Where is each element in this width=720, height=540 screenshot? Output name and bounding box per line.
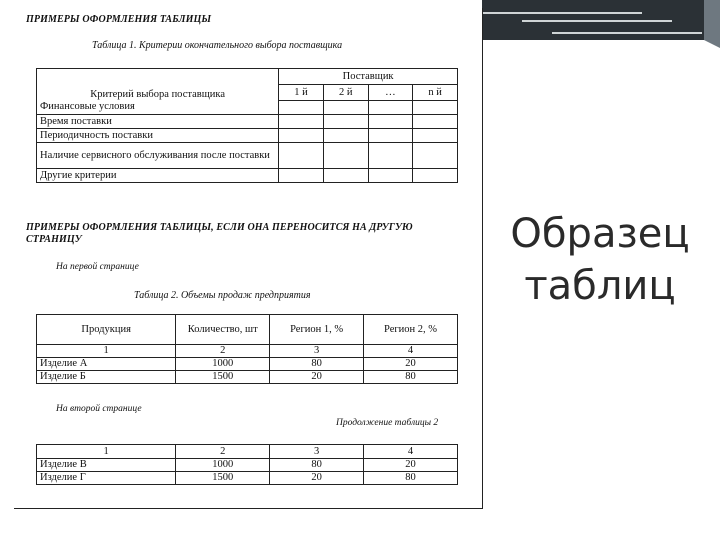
table2-cell: 1500: [176, 371, 270, 384]
caption-table-2: Таблица 2. Объемы продаж предприятия: [134, 290, 311, 301]
accent-triangle: [704, 40, 720, 48]
table2-cell: 20: [364, 358, 458, 371]
note-first-page: На первой странице: [56, 262, 139, 272]
table3-cell: 1500: [176, 472, 270, 485]
table2-num-1: 1: [37, 345, 176, 358]
table2-cell: 80: [364, 371, 458, 384]
table1-col-3: …: [368, 85, 413, 101]
table1-col-2: 2 й: [323, 85, 368, 101]
table2-num-2: 2: [176, 345, 270, 358]
table1-supplier-header: Поставщик: [279, 69, 458, 85]
caption-table-1: Таблица 1. Критерии окончательного выбора поставщика: [92, 40, 343, 51]
table3-cell: Изделие В: [37, 459, 176, 472]
table2-cell: 1000: [176, 358, 270, 371]
table3-cell: 80: [270, 459, 364, 472]
table3-cell: 20: [364, 459, 458, 472]
table-sales-continued: [36, 444, 458, 485]
table3-num-3: 3: [270, 445, 364, 459]
table3-num-1: 1: [37, 445, 176, 459]
table2-num-4: 4: [364, 345, 458, 358]
slide-title-line2: таблиц: [524, 263, 676, 309]
header-table-examples: ПРИМЕРЫ ОФОРМЛЕНИЯ ТАБЛИЦЫ: [26, 14, 212, 25]
table-sales-volumes: [36, 314, 458, 384]
table-row: [37, 371, 458, 384]
table3-cell: 20: [270, 472, 364, 485]
table1-row-service: Наличие сервисного обслуживания после поставки: [37, 143, 279, 169]
table1-row-periodicity: Периодичность поставки: [37, 129, 279, 143]
document-image: [14, 8, 483, 509]
table2-cell: 20: [270, 371, 364, 384]
continuation-label: Продолжение таблицы 2: [336, 418, 439, 428]
table3-cell: 80: [364, 472, 458, 485]
table2-cell: Изделие А: [37, 358, 176, 371]
table1-col-n: n й: [413, 85, 458, 101]
accent-block: [704, 0, 720, 40]
table2-num-3: 3: [270, 345, 364, 358]
table3-cell: 1000: [176, 459, 270, 472]
note-second-page: На второй странице: [56, 404, 142, 414]
table-supplier-criteria: [36, 68, 458, 183]
table2-cell: 80: [270, 358, 364, 371]
table1-col-1: 1 й: [279, 85, 324, 101]
table1-criteria-header: [37, 69, 279, 101]
table1-row-delivery-time: Время поставки: [37, 115, 279, 129]
header-table-transfer: ПРИМЕРЫ ОФОРМЛЕНИЯ ТАБЛИЦЫ, ЕСЛИ ОНА ПЕРЕНОСИТСЯ НА ДРУГУЮ СТРАНИЦУ: [26, 222, 413, 245]
table-row: [37, 472, 458, 485]
table1-row-other: Другие критерии: [37, 169, 279, 183]
table3-cell: Изделие Г: [37, 472, 176, 485]
slide-title: [490, 208, 710, 312]
table-row: [37, 459, 458, 472]
table2-header-region2: Регион 2, %: [364, 315, 458, 345]
table2-header-product: Продукция: [37, 315, 176, 345]
table2-header-region1: Регион 1, %: [270, 315, 364, 345]
criteria-header-text: Критерий выбора поставщика: [90, 88, 225, 100]
table3-num-2: 2: [176, 445, 270, 459]
table-row: [37, 358, 458, 371]
slide-title-line1: Образец: [510, 211, 690, 257]
table3-num-4: 4: [364, 445, 458, 459]
table2-cell: Изделие Б: [37, 371, 176, 384]
table1-row-finance: Финансовые условия: [37, 101, 279, 115]
table2-header-quantity: Количество, шт: [176, 315, 270, 345]
decorative-top-bar: [482, 0, 720, 40]
